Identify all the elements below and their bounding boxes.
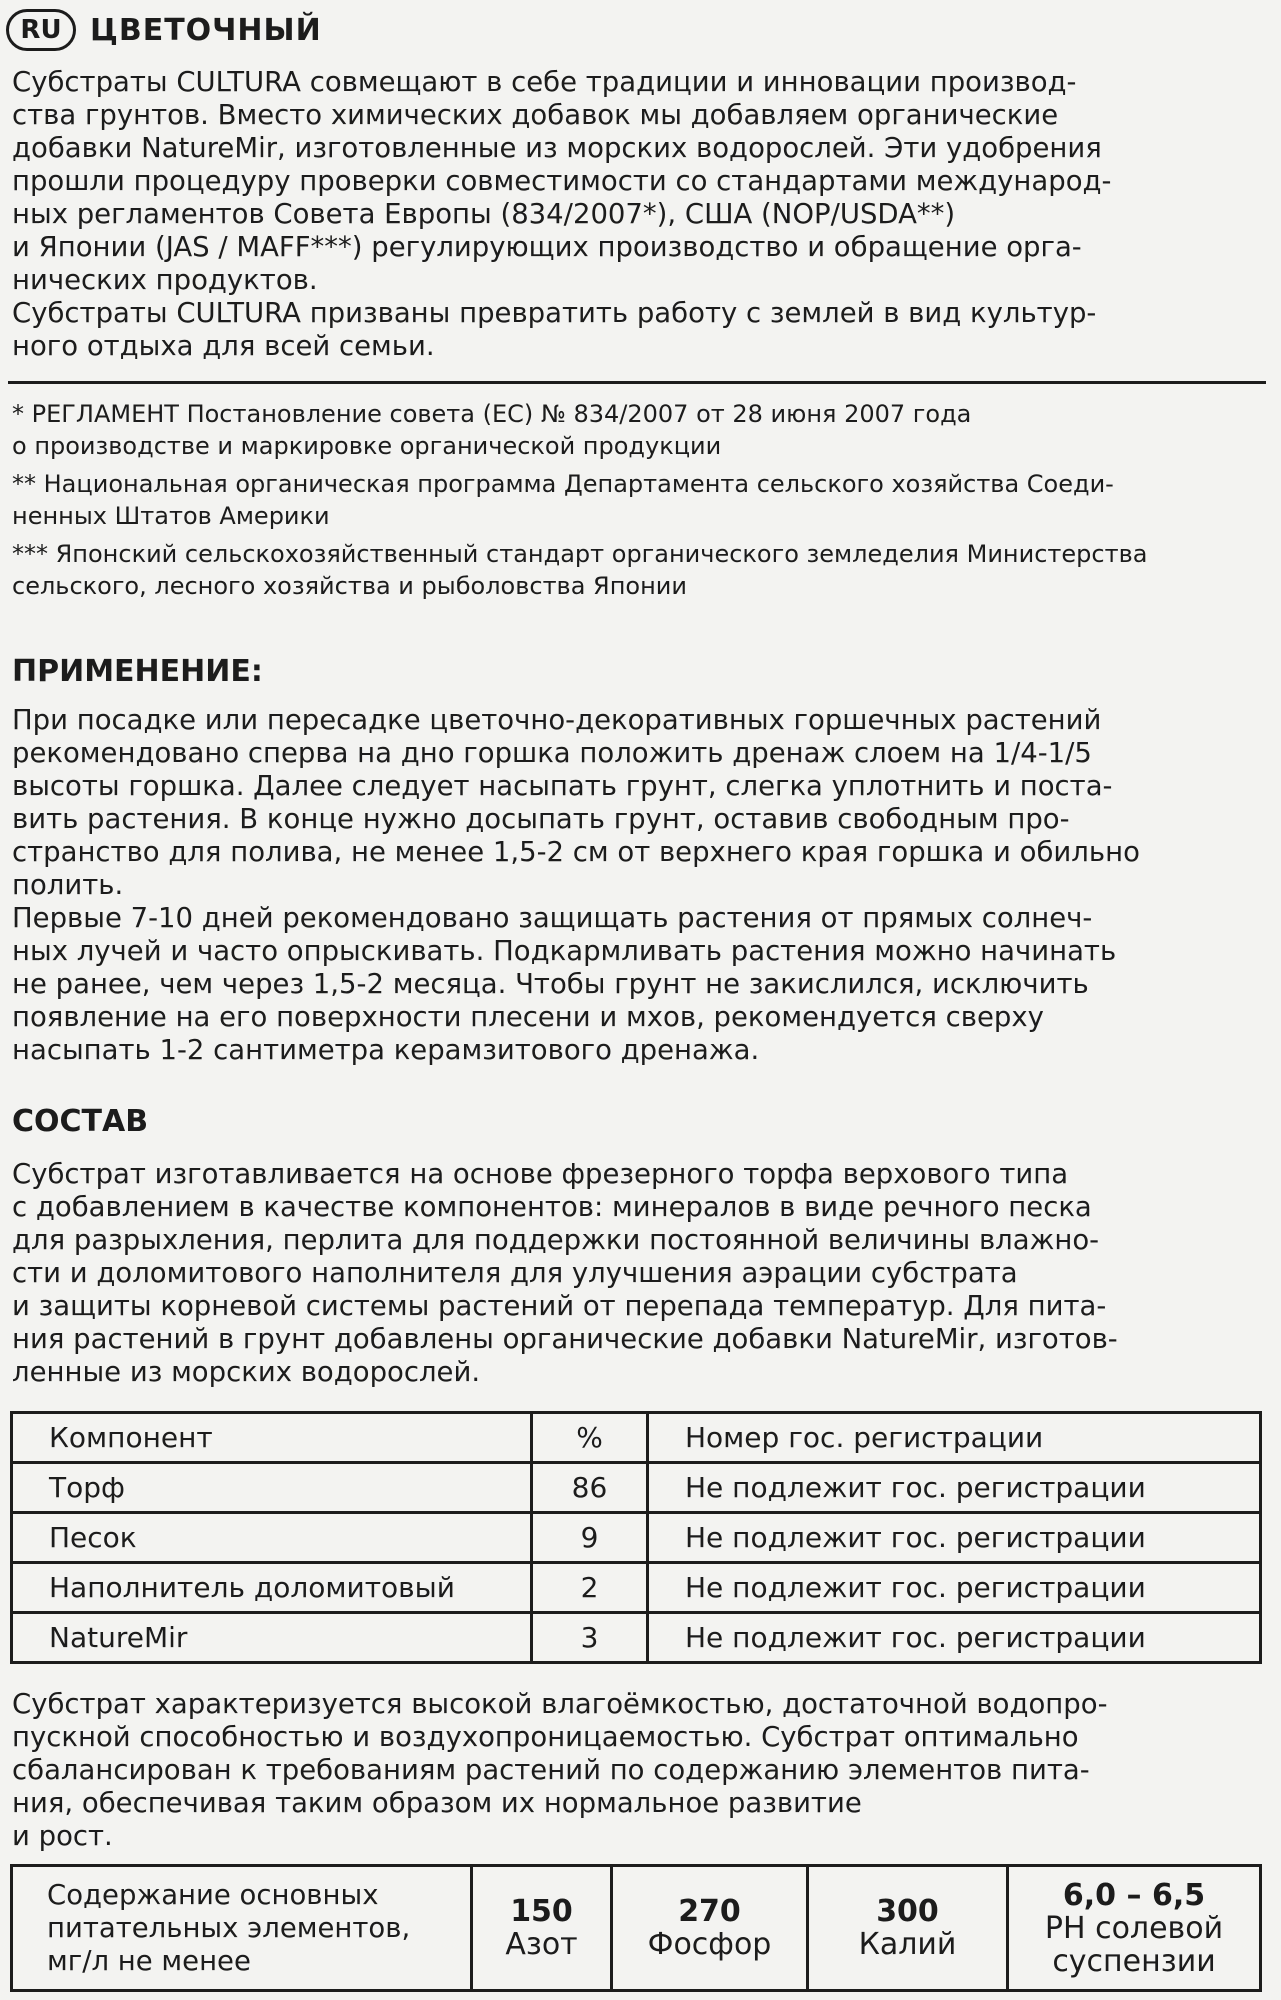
usage-paragraph: При посадке или пересадке цветочно-декоративных горшечных растений рекомендовано сперва на дно горшка положить дренаж слоем на 1/4-1/5 высоты горшка. Далее следует насыпать грунт, слегка уплотнить и поста- вить растения. В конце нужно досыпать грунт, оставив свободным про- странство для полива, не менее 1,5-2 см от верхнего края горшка и обильно полить. Первые 7-10 дней рекомендовано защищать растения от прямых солнеч- ных лучей и часто опрыскивать. Подкармливать растения можно начинать не ранее, чем через 1,5-2 месяца. Чтобы грунт не закислился, исключить появление на его поверхности плесени и мхов, рекомендуется сверху насыпать 1-2 сантиметра керамзитового дренажа.: [12, 704, 1140, 1066]
footnote-2: ** Национальная органическая программа Департамента сельского хозяйства Соеди- ненных Штатов Америки: [12, 470, 1114, 530]
nutrient-value: 300: [876, 1894, 939, 1929]
nutrient-value: 150: [510, 1894, 573, 1929]
table-header-cell: %: [532, 1413, 648, 1463]
nutrients-row: [12, 1866, 1261, 1991]
table-header-cell: Номер гос. регистрации: [648, 1413, 1261, 1463]
table-cell-registration: Не подлежит гос. регистрации: [648, 1563, 1261, 1613]
table-row: [12, 1563, 1261, 1613]
nutrient-value: 6,0 – 6,5: [1062, 1877, 1206, 1913]
intro-section: [12, 66, 1262, 363]
table-cell-component: Песок: [12, 1513, 532, 1563]
table-row: [12, 1463, 1261, 1513]
nutrients-table: [10, 1864, 1262, 1992]
usage-section: [12, 704, 1262, 1067]
properties-paragraph: Субстрат характеризуется высокой влагоёмкостью, достаточной водопро- пускной способностью и воздухопроницаемостью. Субстрат оптимально сбалансирован к требованиям растений по содержанию элементов питa- ния, обеспечивая таким образом их нормальное развитие и рост.: [12, 1688, 1108, 1852]
intro-paragraph: Субстраты CULTURA совмещают в себе традиции и инновации производ- ства грунтов. Вместо химических добавок мы добавляем органические добавки NatureMir, изготовленные из морских водорослей. Эти удобрения прошли процедуру проверки совместимости со стандартами международ- ных регламентов Совета Европы (834/2007*), США (NOP/USDA**) и Японии (JAS / MAFF***) регулирующих производство и обращение орга- нических продуктов. Субстраты CULTURA призваны превратить работу с землей в вид культур- ного отдыха для всей семьи.: [12, 66, 1112, 362]
table-cell-registration: Не подлежит гос. регистрации: [648, 1613, 1261, 1663]
nutrient-name: Азот: [505, 1927, 578, 1962]
table-cell-registration: Не подлежит гос. регистрации: [648, 1513, 1261, 1563]
nutrient-name: Калий: [858, 1927, 957, 1962]
nutrient-name: Фосфор: [647, 1927, 772, 1962]
product-title: ЦВЕТОЧНЫЙ: [90, 12, 322, 48]
composition-heading: СОСТАВ: [12, 1104, 149, 1139]
footnotes-section: [12, 398, 1262, 608]
label-header: [6, 8, 322, 52]
nutrients-label: Содержание основных питательных элементов, мг/л не менее: [12, 1866, 472, 1991]
table-row: [12, 1513, 1261, 1563]
composition-paragraph: Субстрат изготавливается на основе фрезерного торфа верхового типа с добавлением в качестве компонентов: минералов в виде речного песка для разрыхления, перлита для поддержки постоянной величины влажно- сти и доломитового наполнителя для улучшения аэрации субстрата и защиты корневой системы растений от перепада температур. Для пита- ния растений в грунт добавлены органические добавки NatureMir, изготов- ленные из морских водорослей.: [12, 1158, 1118, 1388]
table-cell-registration: Не подлежит гос. регистрации: [648, 1463, 1261, 1513]
table-row: [12, 1613, 1261, 1663]
table-cell-component: Торф: [12, 1463, 532, 1513]
composition-section: [12, 1158, 1262, 1389]
language-badge: RU: [6, 9, 76, 51]
usage-heading: ПРИМЕНЕНИЕ:: [12, 654, 263, 689]
table-cell-percent: 3: [532, 1613, 648, 1663]
nutrient-cell-potassium: [808, 1866, 1008, 1991]
section-divider: [8, 381, 1266, 384]
footnote-3: *** Японский сельскохозяйственный стандарт органического земледелия Министерства сельского, лесного хозяйства и рыболовства Японии: [12, 540, 1148, 600]
table-header-row: [12, 1413, 1261, 1463]
nutrient-value: 270: [678, 1894, 741, 1929]
table-cell-percent: 86: [532, 1463, 648, 1513]
nutrient-cell-nitrogen: [472, 1866, 612, 1991]
nutrient-cell-ph: [1008, 1866, 1261, 1991]
table-cell-percent: 2: [532, 1563, 648, 1613]
nutrient-name: PH солевой суспензии: [1044, 1910, 1224, 1979]
table-cell-component: Наполнитель доломитовый: [12, 1563, 532, 1613]
properties-section: [12, 1688, 1262, 1853]
table-cell-component: NatureMir: [12, 1613, 532, 1663]
table-cell-percent: 9: [532, 1513, 648, 1563]
footnote-1: * РЕГЛАМЕНТ Постановление совета (ЕС) № 834/2007 от 28 июня 2007 года о производстве и маркировке органической продукции: [12, 400, 972, 460]
nutrient-cell-phosphorus: [612, 1866, 808, 1991]
table-header-cell: Компонент: [12, 1413, 532, 1463]
composition-table: [10, 1411, 1262, 1664]
